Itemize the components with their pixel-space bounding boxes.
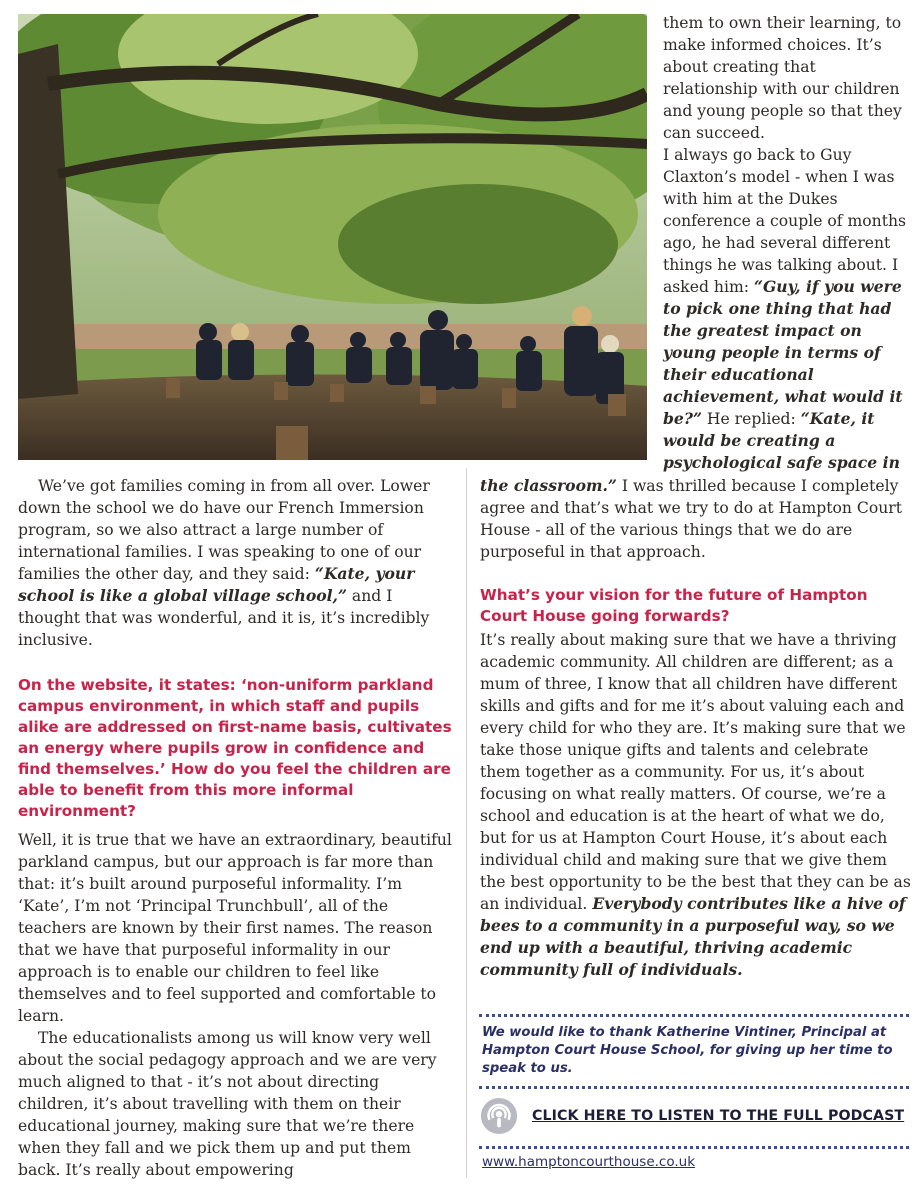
replied-text: He replied: <box>701 410 801 428</box>
answer-2-text: It’s really about making sure that we have a thriving academic community. All children are different; as a mum of three, I know that all children have different skills and gifts and for me it’s about valuing each and every child for who they are. It’s making sure that we take those unique gifts and talents and celebrate them together as a community. For us, it’s about focusing on what really matters. Of course, we’re a school and education is at the heart of what we do, but for us at Hampton Court House, it’s about each individual child and making sure that we give them the best opportunity to be the best that they can be as an individual. <box>480 631 911 913</box>
dotted-rule-middle <box>479 1086 909 1089</box>
website-link[interactable]: www.hamptoncourthouse.co.uk <box>482 1154 696 1170</box>
answer-2 <box>480 629 912 981</box>
column-divider <box>466 468 467 1178</box>
answer-1-paragraph-1: Well, it is true that we have an extraordinary, beautiful parkland campus, but our approach is far more than that: it’s built around purposeful informality. I’m ‘Kate’, I’m not ‘Principal Trunchbull’, all of the teachers are known by their first names. The reason that we have that purposeful informality in our approach is to enable our children to feel like themselves and to feel supported and comfortable to learn. <box>18 831 452 1025</box>
left-paragraph-1-text-a: We’ve got families coming in from all over. Lower down the school we do have our French Immersion program, so we also attract a large number of international families. I was speaking to one of our families the other day, and they said: <box>18 477 430 583</box>
answer-2-quote: Everybody contributes like a hive of bees to a community in a purposeful way, so we end up with a beautiful, thriving academic community full of individuals. <box>480 894 906 979</box>
parkland-photo-image <box>18 14 647 460</box>
answer-2-paragraph <box>480 629 912 981</box>
dotted-rule-top <box>479 1014 909 1017</box>
global-village-quote: “Kate, your school is like a global village school,” <box>18 564 415 605</box>
left-column-intro <box>18 475 448 651</box>
right-col-paragraph-2 <box>663 144 913 474</box>
article-photo <box>18 14 647 460</box>
quote-kate-answer-end: the classroom.” <box>480 476 617 495</box>
answer-1 <box>18 829 452 1181</box>
quote-kate-answer: “Kate, it would be creating a psychological safe space in <box>663 409 900 472</box>
after-quote-text: I was thrilled because I completely agree and that’s what we try to do at Hampton Court House - all of the various things that we do are purposeful in that approach. <box>480 477 903 561</box>
left-paragraph-1-text-b: and I thought that was wonderful, and it is, it’s incredibly inclusive. <box>18 587 430 649</box>
right-column-continued <box>480 475 910 563</box>
quote-guy-question: “Guy, if you were to pick one thing that had the greatest impact on young people in terms of their educational achievement, what would it be?” <box>663 277 903 428</box>
podcast-icon <box>480 1097 518 1135</box>
thanks-note: We would like to thank Katherine Vintiner, Principal at Hampton Court House School, for giving up her time to speak to us. <box>482 1025 893 1076</box>
question-1-heading: On the website, it states: ‘non-uniform parkland campus environment, in which staff and pupils alike are addressed on first-name basis, cultivates an energy where pupils grow in confidence and find themselves.’ How do you feel the children are able to benefit from this more informal environment? <box>18 676 452 820</box>
right-col-paragraph-1: them to own their learning, to make informed choices. It’s about creating that relationship with our children and young people so that they can succeed. <box>663 14 902 142</box>
dotted-rule-bottom <box>479 1146 909 1149</box>
guy-claxton-intro: I always go back to Guy Claxton’s model - when I was with him at the Dukes conference a couple of months ago, he had several different things he was talking about. I asked him: <box>663 146 907 296</box>
podcast-link-label[interactable]: CLICK HERE TO LISTEN TO THE FULL PODCAST <box>532 1108 905 1124</box>
question-2-heading: What’s your vision for the future of Hampton Court House going forwards? <box>480 586 868 625</box>
right-column-top <box>663 12 913 474</box>
right-col-paragraph-3 <box>480 475 910 563</box>
listen-podcast-link[interactable] <box>480 1094 910 1138</box>
left-paragraph-1 <box>18 475 448 651</box>
answer-1-paragraph-2: The educationalists among us will know very well about the social pedagogy approach and we are very much aligned to that - it’s not about directing children, it’s about travelling with them on their educational journey, making sure that we’re there when they fall and we pick them up and put them back. It’s really about empowering <box>18 1029 437 1179</box>
